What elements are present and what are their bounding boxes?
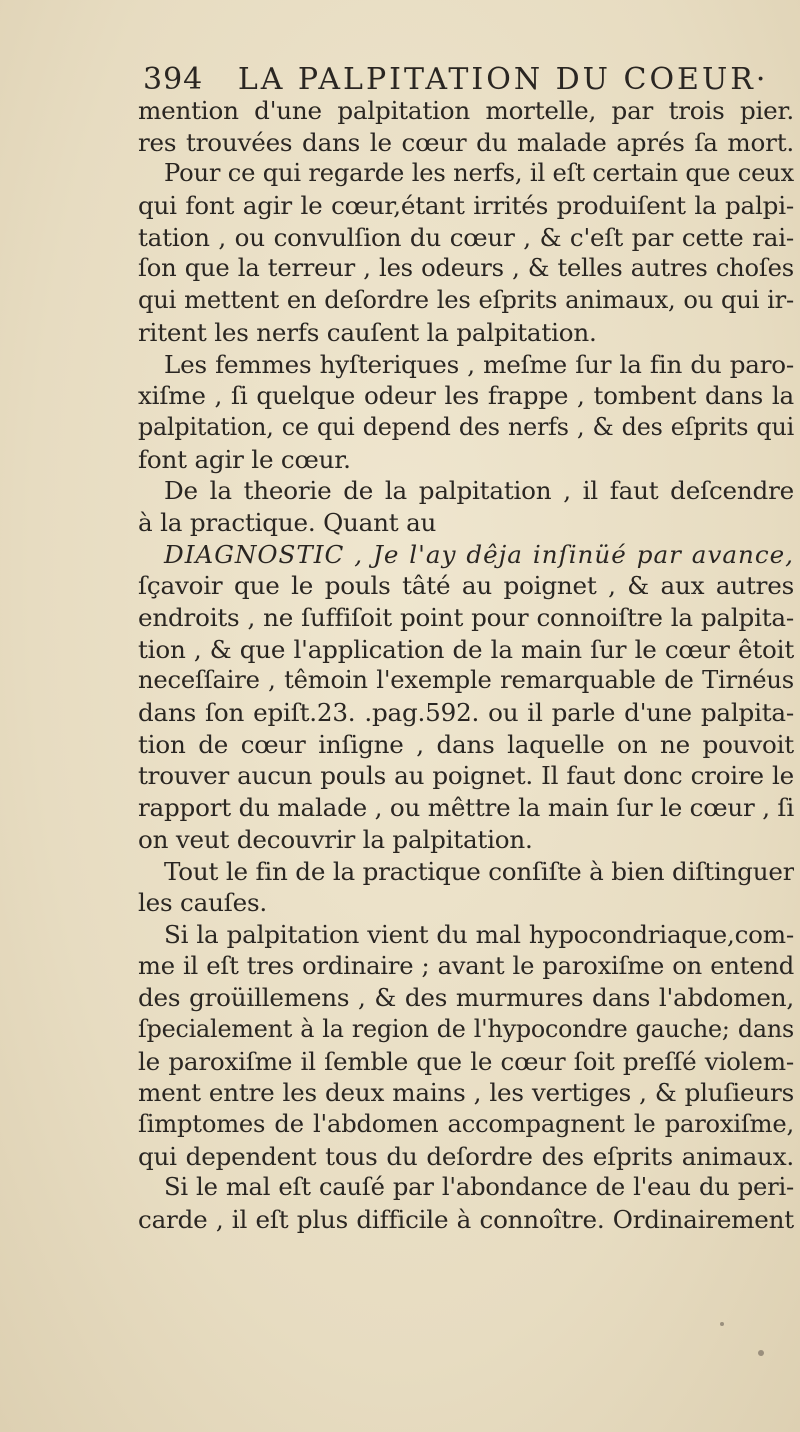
text-line: ſimptomes de l'abdomen accompagnent le paroxiſme,	[138, 1110, 794, 1138]
text-line: les cauſes.	[138, 888, 268, 918]
text-line: Tout le fin de la practique conſiſte à bien diſtinguer	[164, 856, 794, 886]
text-line: qui dependent tous du deſordre des eſprits animaux.	[138, 1141, 794, 1171]
ink-speck	[720, 1322, 724, 1326]
text-line: xiſme , ſi quelque odeur les frappe , tombent dans la	[138, 381, 794, 411]
text-line: trouver aucun pouls au poignet. Il faut donc croire le	[138, 761, 794, 791]
text-line: qui font agir le cœur,étant irrités produiſent la palpi-	[138, 191, 794, 221]
body-text	[138, 95, 794, 1236]
text-line: ſpecialement à la region de l'hypocondre gauche; dans	[138, 1014, 794, 1043]
text-line: le paroxiſme il ſemble que le cœur ſoit preſſé violem-	[138, 1046, 794, 1076]
ink-speck	[758, 1350, 764, 1356]
text-line: qui mettent en deſordre les eſprits animaux, ou qui ir-	[138, 286, 794, 315]
text-line: tation , ou convulſion du cœur , & c'eſt par cette rai-	[138, 222, 794, 252]
text-line: palpitation, ce qui depend des nerfs , & des eſprits qui	[138, 412, 794, 441]
text-line: font agir le cœur.	[138, 444, 351, 474]
text-line: Les femmes hyſteriques , meſme ſur la fin du paro-	[164, 349, 794, 379]
text-line: on veut decouvrir la palpitation.	[138, 824, 533, 854]
text-line: Si le mal eſt cauſé par l'abondance de l'eau du peri-	[164, 1173, 794, 1202]
running-title: LA PALPITATION DU COEUR·	[237, 62, 769, 97]
text-line: DIAGNOSTIC , Je l'ay dêja inſinüé par avance,	[164, 539, 794, 569]
text-line: tion , & que l'application de la main ſur le cœur êtoit	[138, 634, 794, 664]
text-line: ment entre les deux mains , les vertiges , & pluſieurs	[138, 1078, 794, 1108]
text-line: Pour ce qui regarde les nerfs, il eſt certain que ceux	[164, 159, 794, 188]
page-header	[143, 62, 783, 97]
text-line: des groüillemens , & des murmures dans l'abdomen,	[138, 983, 794, 1013]
text-line: res trouvées dans le cœur du malade aprés ſa mort.	[138, 127, 794, 157]
page-number: 394	[143, 62, 204, 97]
text-line: dans ſon epiſt.23. .pag.592. ou il parle d'une palpita-	[138, 698, 794, 728]
text-line: mention d'une palpitation mortelle, par trois pier.	[138, 96, 794, 125]
text-line: Si la palpitation vient du mal hypocondriaque,com-	[164, 919, 794, 949]
text-line: rapport du malade , ou mêttre la main ſur le cœur , ſi	[138, 793, 794, 823]
text-line: ritent les nerfs cauſent la palpitation.	[138, 317, 597, 347]
text-line: tion de cœur inſigne , dans laquelle on ne pouvoit	[138, 729, 794, 759]
text-line: neceſſaire , têmoin l'exemple remarquable de Tirnéus	[138, 666, 794, 695]
text-line: carde , il eſt plus difficile à connoître. Ordinairement	[138, 1205, 794, 1235]
text-line: endroits , ne ſuffiſoit point pour connoiſtre la palpita-	[138, 603, 794, 632]
text-line: De la theorie de la palpitation , il faut deſcendre	[164, 476, 794, 506]
text-line: ſçavoir que le pouls tâté au poignet , & aux autres	[138, 571, 794, 601]
text-line: me il eſt tres ordinaire ; avant le paroxiſme on entend	[138, 951, 794, 980]
text-line: à la practique. Quant au	[138, 507, 437, 537]
text-line: ſon que la terreur , les odeurs , & telles autres choſes	[138, 254, 794, 283]
